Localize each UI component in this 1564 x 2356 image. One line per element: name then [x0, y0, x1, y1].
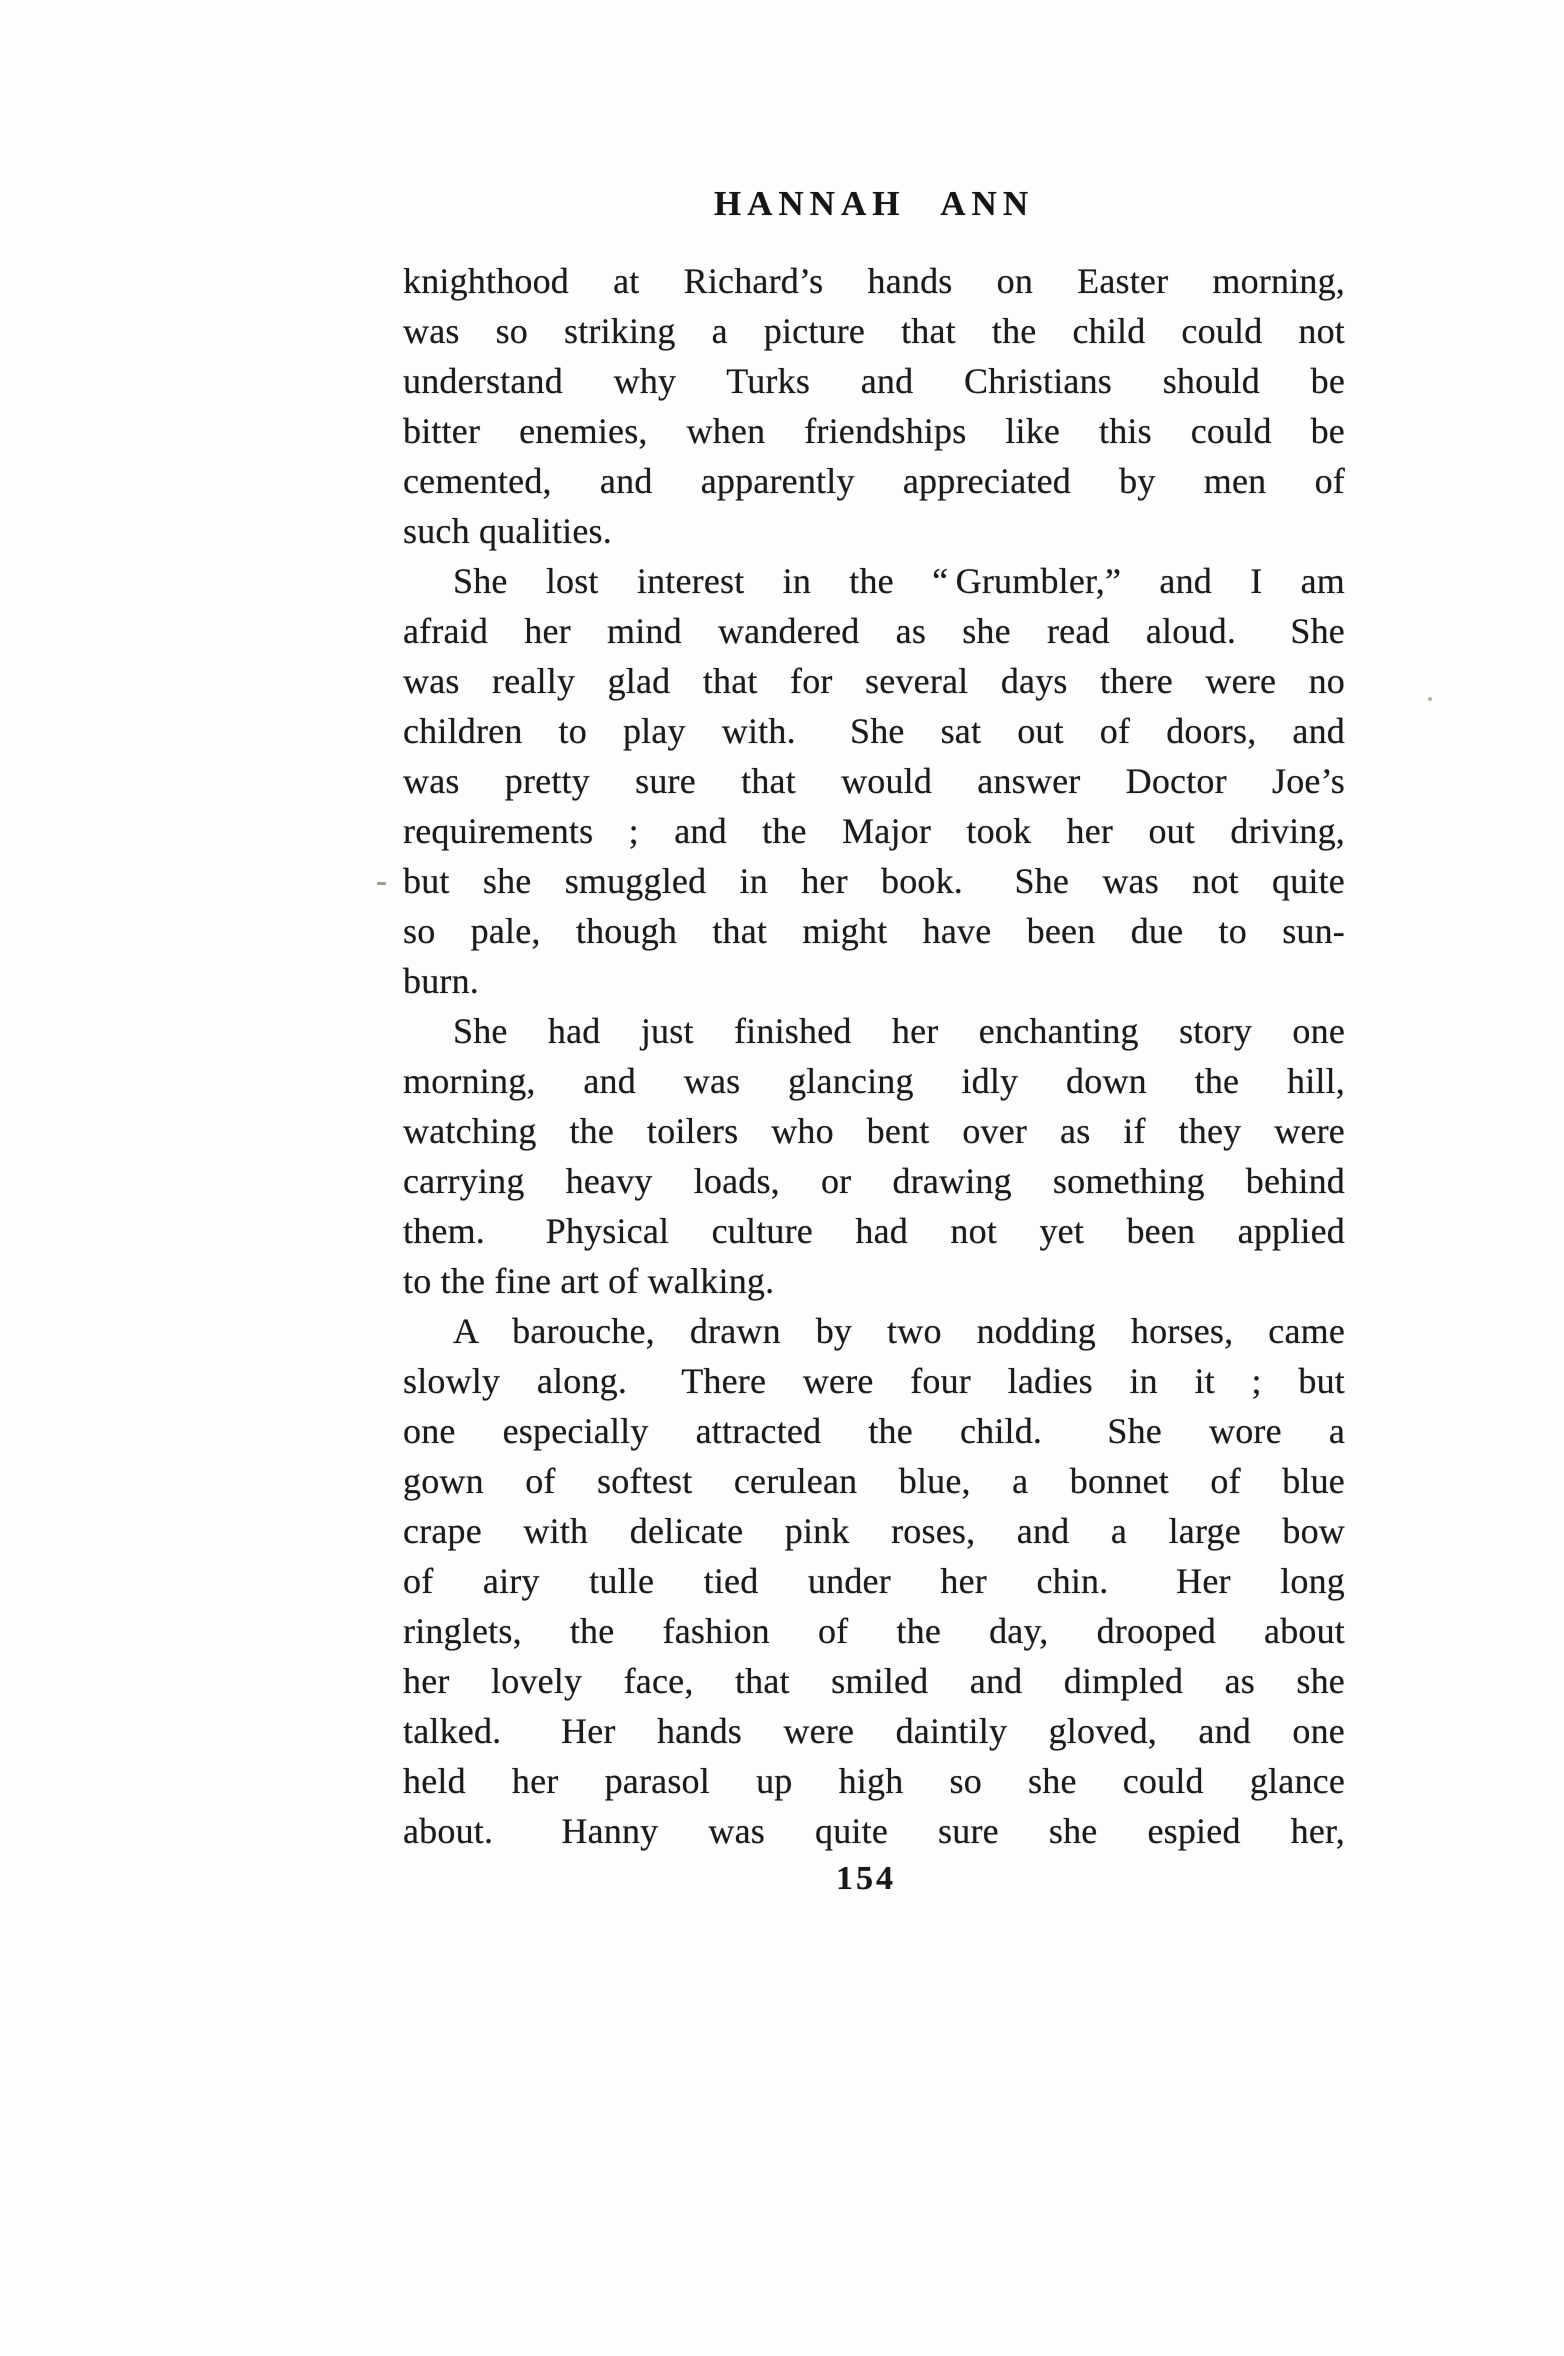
- text-line: watching the toilers who bent over as if they were: [403, 1111, 1345, 1151]
- text-line: of airy tulle tied under her chin. Her long: [403, 1561, 1345, 1601]
- text-line: She had just finished her enchanting story one: [453, 1011, 1345, 1051]
- text-line: her lovely face, that smiled and dimpled as she: [403, 1661, 1345, 1701]
- text-line: cemented, and apparently appreciated by men of: [403, 461, 1345, 501]
- text-line: A barouche, drawn by two nodding horses, came: [453, 1311, 1345, 1351]
- text-line: about. Hanny was quite sure she espied her,: [403, 1811, 1345, 1851]
- text-line: afraid her mind wandered as she read aloud. She: [403, 611, 1345, 651]
- running-header: HANNAH ANN: [713, 184, 1035, 223]
- text-line: talked. Her hands were daintily gloved, and one: [403, 1711, 1345, 1751]
- page-number: 154: [836, 1860, 896, 1897]
- text-line: was so striking a picture that the child could not: [403, 311, 1345, 351]
- text-line: was pretty sure that would answer Doctor Joe’s: [403, 761, 1345, 801]
- text-line: requirements ; and the Major took her out driving,: [403, 811, 1345, 851]
- text-line: She lost interest in the “ Grumbler,” and I am: [453, 561, 1345, 601]
- scan-speck-dash: [377, 882, 386, 885]
- text-line: burn.: [403, 961, 479, 1001]
- text-block: [403, 256, 1345, 1856]
- text-line: knighthood at Richard’s hands on Easter morning,: [403, 261, 1345, 301]
- text-line: carrying heavy loads, or drawing something behind: [403, 1161, 1345, 1201]
- text-line: bitter enemies, when friendships like this could be: [403, 411, 1345, 451]
- text-line: understand why Turks and Christians should be: [403, 361, 1345, 401]
- text-line: gown of softest cerulean blue, a bonnet of blue: [403, 1461, 1345, 1501]
- text-line: held her parasol up high so she could glance: [403, 1761, 1345, 1801]
- text-line: to the fine art of walking.: [403, 1261, 775, 1301]
- text-line: but she smuggled in her book. She was not quite: [403, 861, 1345, 901]
- text-line: crape with delicate pink roses, and a large bow: [403, 1511, 1345, 1551]
- text-line: slowly along. There were four ladies in it ; but: [403, 1361, 1345, 1401]
- text-line: them. Physical culture had not yet been applied: [403, 1211, 1345, 1251]
- text-line: was really glad that for several days there were no: [403, 661, 1345, 701]
- text-line: so pale, though that might have been due to sun-: [403, 911, 1345, 951]
- text-line: children to play with. She sat out of doors, and: [403, 711, 1345, 751]
- text-line: morning, and was glancing idly down the hill,: [403, 1061, 1345, 1101]
- scan-speck-dot: [1428, 697, 1432, 701]
- text-line: ringlets, the fashion of the day, drooped about: [403, 1611, 1345, 1651]
- text-line: one especially attracted the child. She wore a: [403, 1411, 1345, 1451]
- text-line: such qualities.: [403, 511, 612, 551]
